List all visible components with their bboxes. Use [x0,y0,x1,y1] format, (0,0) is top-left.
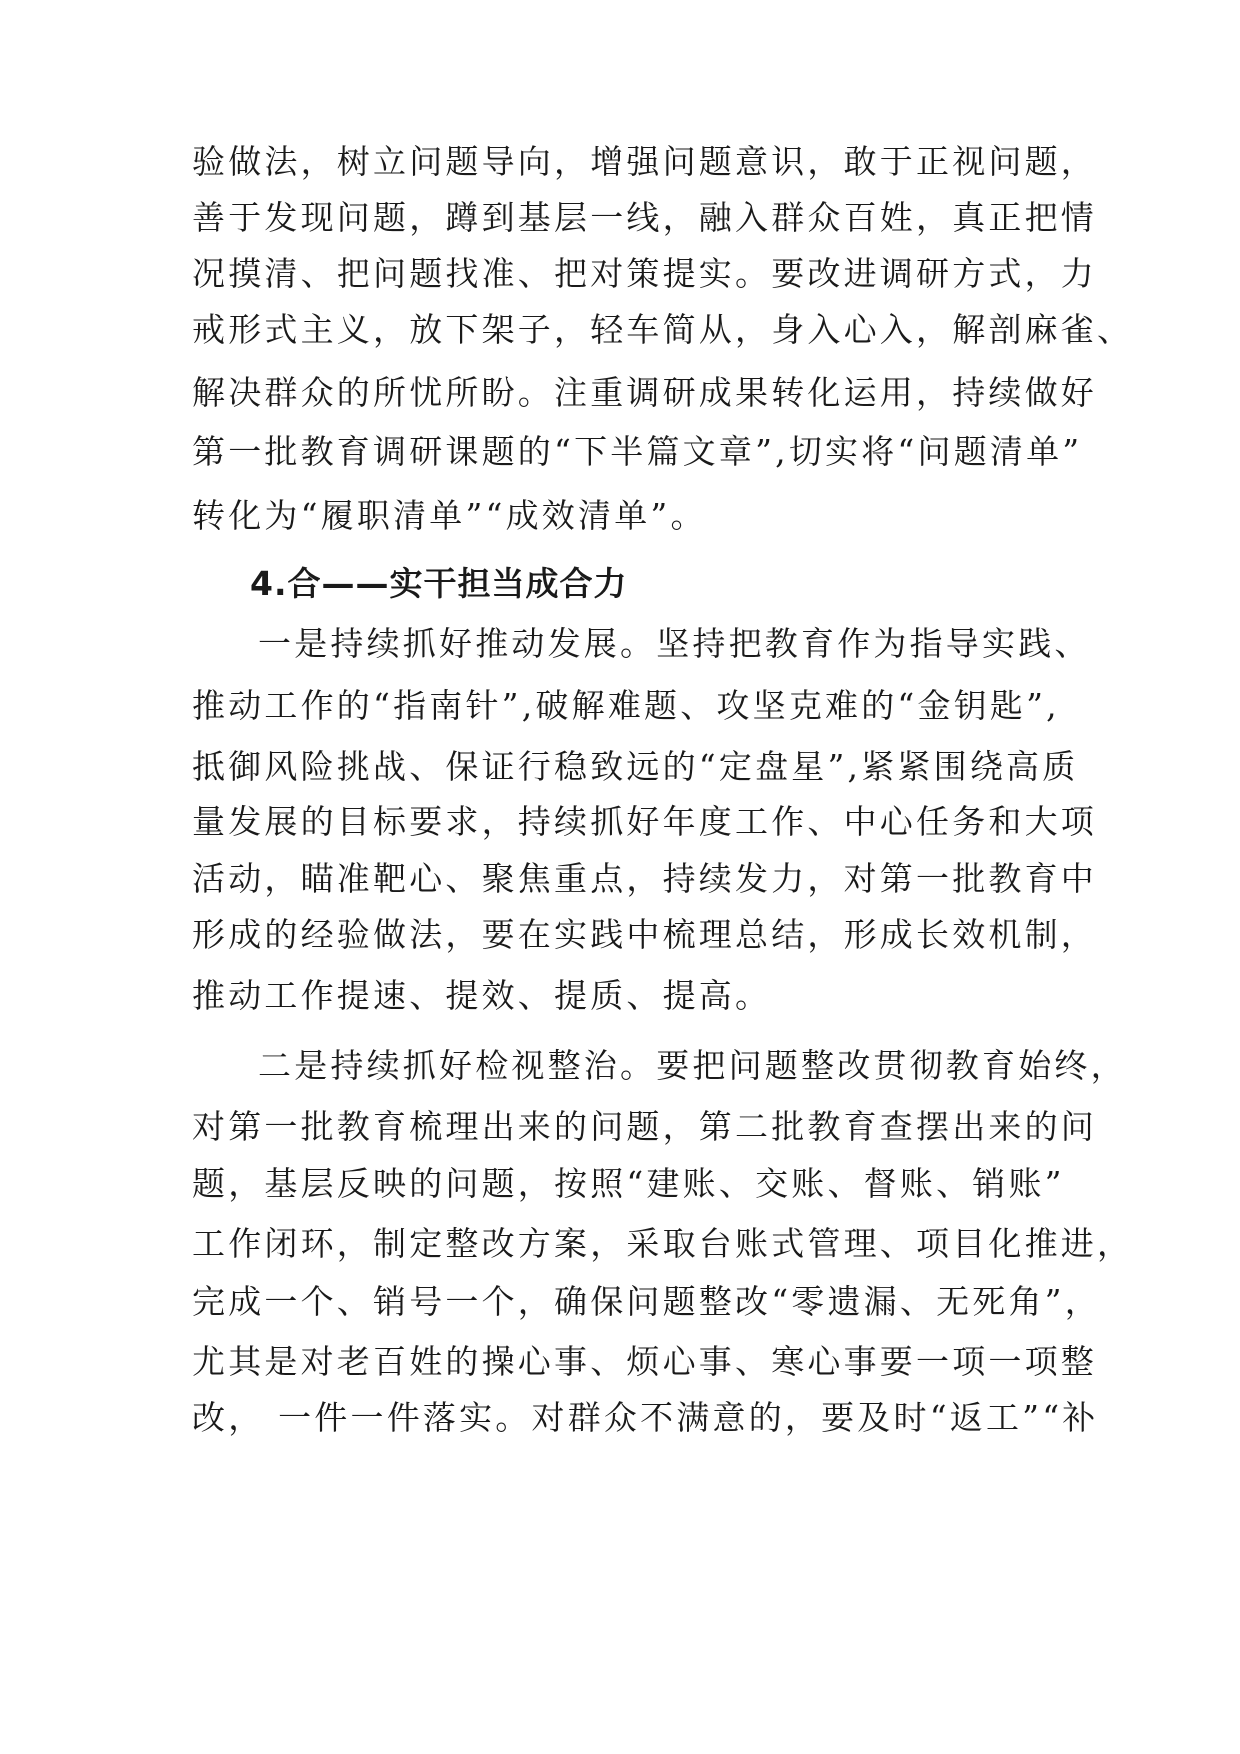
paragraph-line: 解决群众的所忧所盼。注重调研成果转化运用，持续做好 [192,373,1097,412]
paragraph-line: 戒形式主义，放下架子，轻车简从，身入心入，解剖麻雀、 [192,310,1134,349]
paragraph-line: 善于发现问题，蹲到基层一线，融入群众百姓，真正把情 [192,198,1097,237]
paragraph-line: 题，基层反映的问题，按照“建账、交账、督账、销账” [192,1164,1065,1203]
paragraph-line: 抵御风险挑战、保证行稳致远的“定盘星”,紧紧围绕高质 [192,747,1079,786]
paragraph-line: 验做法，树立问题导向，增强问题意识，敢于正视问题， [192,142,1097,181]
paragraph-line: 工作闭环，制定整改方案，采取台账式管理、项目化推进， [192,1224,1134,1263]
paragraph-line: 尤其是对老百姓的操心事、烦心事、寒心事要一项一项整 [192,1342,1097,1381]
paragraph-line: 完成一个、销号一个，确保问题整改“零遗漏、无死角”， [192,1282,1101,1321]
paragraph-line: 二是持续抓好检视整治。要把问题整改贯彻教育始终， [258,1046,1127,1085]
paragraph-line: 改， 一件一件落实。对群众不满意的，要及时“返工”“补 [192,1398,1099,1437]
section-heading: 4.合——实干担当成合力 [250,564,628,603]
paragraph-line: 形成的经验做法，要在实践中梳理总结，形成长效机制， [192,915,1097,954]
paragraph-line: 对第一批教育梳理出来的问题，第二批教育查摆出来的问 [192,1107,1097,1146]
paragraph-line: 一是持续抓好推动发展。坚持把教育作为指导实践、 [258,624,1091,663]
paragraph-line: 转化为“履职清单”“成效清单”。 [192,496,707,535]
paragraph-line: 量发展的目标要求，持续抓好年度工作、中心任务和大项 [192,802,1097,841]
paragraph-line: 推动工作提速、提效、提质、提高。 [192,976,772,1015]
paragraph-line: 推动工作的“指南针”,破解难题、攻坚克难的“金钥匙”, [192,686,1060,725]
paragraph-line: 活动，瞄准靶心、聚焦重点，持续发力，对第一批教育中 [192,859,1097,898]
paragraph-line: 第一批教育调研课题的“下半篇文章”,切实将“问题清单” [192,432,1083,471]
paragraph-line: 况摸清、把问题找准、把对策提实。要改进调研方式，力 [192,254,1097,293]
